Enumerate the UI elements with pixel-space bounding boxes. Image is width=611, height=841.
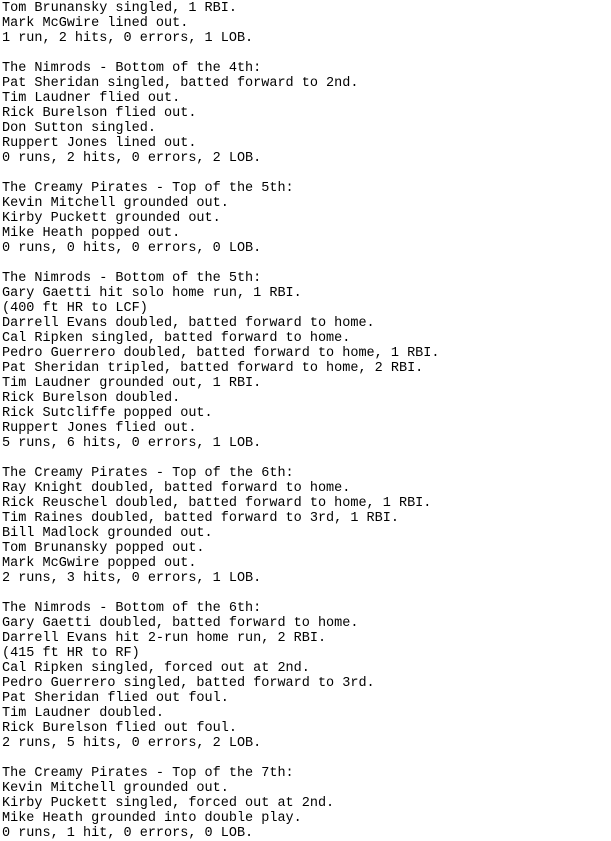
inning-block xyxy=(2,271,611,451)
inning-block xyxy=(2,181,611,256)
inning-block xyxy=(2,466,611,586)
play-line: Tim Laudner grounded out, 1 RBI. xyxy=(2,376,262,391)
play-line: Darrell Evans hit 2-run home run, 2 RBI. xyxy=(2,631,327,646)
inning-block xyxy=(2,61,611,166)
inning-header: The Nimrods - Bottom of the 6th: xyxy=(2,601,262,616)
play-line: Tim Laudner doubled. xyxy=(2,706,165,721)
play-line: 2 runs, 3 hits, 0 errors, 1 LOB. xyxy=(2,571,262,586)
inning-block xyxy=(2,1,611,46)
play-line: Cal Ripken singled, forced out at 2nd. xyxy=(2,661,310,676)
inning-header: The Nimrods - Bottom of the 4th: xyxy=(2,61,262,76)
inning-block xyxy=(2,766,611,841)
play-line: Mark McGwire lined out. xyxy=(2,16,189,31)
play-line: Rick Sutcliffe popped out. xyxy=(2,406,213,421)
play-line: Pat Sheridan singled, batted forward to 2nd. xyxy=(2,76,359,91)
play-line: Kirby Puckett singled, forced out at 2nd. xyxy=(2,796,335,811)
play-line: Tom Brunansky singled, 1 RBI. xyxy=(2,1,237,16)
play-line: Ray Knight doubled, batted forward to home. xyxy=(2,481,351,496)
play-line: Kirby Puckett grounded out. xyxy=(2,211,221,226)
play-line: Darrell Evans doubled, batted forward to home. xyxy=(2,316,375,331)
play-line: Pat Sheridan flied out foul. xyxy=(2,691,229,706)
play-line: Tim Raines doubled, batted forward to 3rd, 1 RBI. xyxy=(2,511,399,526)
play-line: Pedro Guerrero singled, batted forward to 3rd. xyxy=(2,676,375,691)
play-line: Mike Heath grounded into double play. xyxy=(2,811,302,826)
play-line: (400 ft HR to LCF) xyxy=(2,301,148,316)
play-line: Rick Burelson flied out foul. xyxy=(2,721,237,736)
play-line: Gary Gaetti hit solo home run, 1 RBI. xyxy=(2,286,302,301)
inning-header: The Creamy Pirates - Top of the 7th: xyxy=(2,766,294,781)
play-line: Cal Ripken singled, batted forward to home. xyxy=(2,331,351,346)
inning-block xyxy=(2,601,611,751)
play-line: Bill Madlock grounded out. xyxy=(2,526,213,541)
play-line: Rick Burelson doubled. xyxy=(2,391,181,406)
play-line: Gary Gaetti doubled, batted forward to home. xyxy=(2,616,359,631)
play-line: Kevin Mitchell grounded out. xyxy=(2,781,229,796)
play-line: Kevin Mitchell grounded out. xyxy=(2,196,229,211)
play-line: Pat Sheridan tripled, batted forward to home, 2 RBI. xyxy=(2,361,424,376)
play-line: 0 runs, 2 hits, 0 errors, 2 LOB. xyxy=(2,151,262,166)
inning-header: The Nimrods - Bottom of the 5th: xyxy=(2,271,262,286)
play-line: Rick Reuschel doubled, batted forward to home, 1 RBI. xyxy=(2,496,432,511)
play-line: 0 runs, 0 hits, 0 errors, 0 LOB. xyxy=(2,241,262,256)
play-line: Tom Brunansky popped out. xyxy=(2,541,205,556)
play-line: Pedro Guerrero doubled, batted forward to home, 1 RBI. xyxy=(2,346,440,361)
play-line: Don Sutton singled. xyxy=(2,121,156,136)
play-line: Rick Burelson flied out. xyxy=(2,106,197,121)
play-line: Mike Heath popped out. xyxy=(2,226,181,241)
play-line: Tim Laudner flied out. xyxy=(2,91,181,106)
play-line: 1 run, 2 hits, 0 errors, 1 LOB. xyxy=(2,31,254,46)
play-line: Ruppert Jones flied out. xyxy=(2,421,197,436)
inning-header: The Creamy Pirates - Top of the 6th: xyxy=(2,466,294,481)
play-line: Ruppert Jones lined out. xyxy=(2,136,197,151)
play-line: 2 runs, 5 hits, 0 errors, 2 LOB. xyxy=(2,736,262,751)
play-line: Mark McGwire popped out. xyxy=(2,556,197,571)
play-line: 0 runs, 1 hit, 0 errors, 0 LOB. xyxy=(2,826,254,841)
play-line: (415 ft HR to RF) xyxy=(2,646,140,661)
play-line: 5 runs, 6 hits, 0 errors, 1 LOB. xyxy=(2,436,262,451)
inning-header: The Creamy Pirates - Top of the 5th: xyxy=(2,181,294,196)
